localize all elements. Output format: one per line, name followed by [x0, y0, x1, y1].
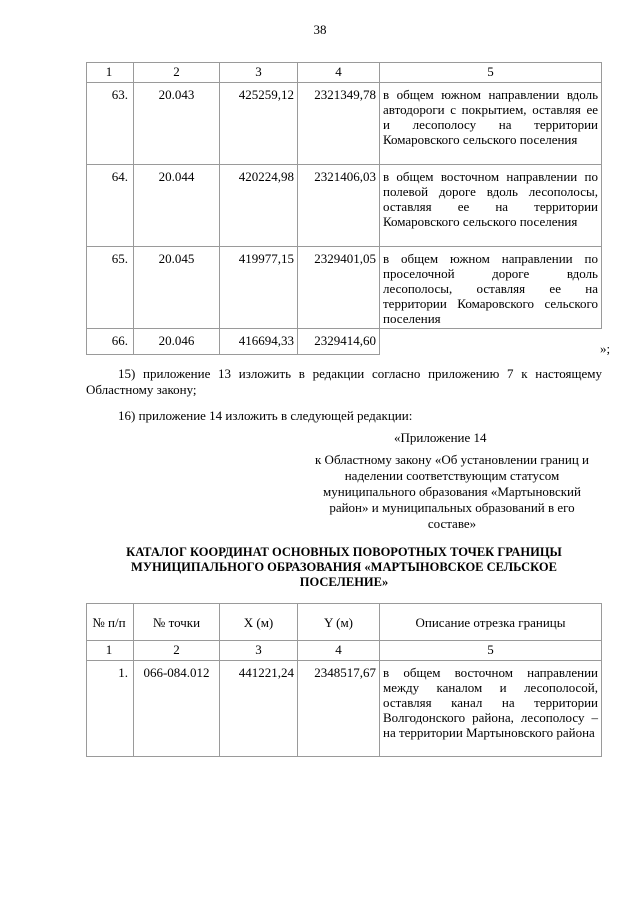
header-cell: Описание отрезка границы [380, 604, 602, 641]
header-cell: Y (м) [298, 604, 380, 641]
table-row [87, 83, 602, 165]
y-coordinate: 2321349,78 [298, 83, 380, 165]
y-coordinate: 2329414,60 [298, 329, 380, 355]
header-cell: 5 [380, 63, 602, 83]
appendix-title: «Приложение 14 [394, 430, 487, 445]
catalog-title: КАТАЛОГ КООРДИНАТ ОСНОВНЫХ ПОВОРОТНЫХ ТОЧЕК ГРАНИЦЫ МУНИЦИПАЛЬНОГО ОБРАЗОВАНИЯ «МАРТЫНОВСКОЕ СЕЛЬСКОЕ ПОСЕЛЕНИЕ» [126, 545, 562, 589]
point-id: 20.044 [134, 165, 220, 247]
y-coordinate: 2321406,03 [298, 165, 380, 247]
x-coordinate: 416694,33 [220, 329, 298, 355]
coordinates-catalog-table [86, 603, 602, 757]
header-cell: № п/п [87, 604, 134, 641]
header-cell: 2 [134, 641, 220, 661]
x-coordinate: 425259,12 [220, 83, 298, 165]
table-row [87, 661, 602, 757]
page-number: 38 [313, 22, 327, 37]
row-number: 66. [87, 329, 134, 355]
appendix-reference: к Областному закону «Об установлении границ и наделении соответствующим статусом муниципального образования «Мартыновский район» и муниципальных образований в его составе» [314, 452, 590, 531]
y-coordinate: 2329401,05 [298, 247, 380, 329]
point-id: 20.046 [134, 329, 220, 355]
coordinates-table-continued [86, 62, 602, 355]
point-id: 20.045 [134, 247, 220, 329]
segment-description: в общем восточном направлении между каналом и лесополосой, оставляя канал на территории Волгодонского района, лесополосу – на территории Мартыновского района [380, 661, 602, 757]
header-cell: 1 [87, 63, 134, 83]
closing-quote: »; [600, 341, 611, 356]
segment-description: в общем южном направлении по проселочной дороге вдоль лесополосы, оставляя ее на территории Комаровского сельского поселения [380, 247, 602, 329]
point-id: 066-084.012 [134, 661, 220, 757]
row-number: 64. [87, 165, 134, 247]
header-cell: 1 [87, 641, 134, 661]
row-number: 65. [87, 247, 134, 329]
header-cell: X (м) [220, 604, 298, 641]
table-header-row [87, 604, 602, 641]
table-row [87, 329, 602, 355]
paragraph-16: 16) приложение 14 изложить в следующей редакции: [118, 408, 413, 423]
x-coordinate: 419977,15 [220, 247, 298, 329]
row-number: 63. [87, 83, 134, 165]
header-cell: 4 [298, 63, 380, 83]
row-number: 1. [87, 661, 134, 757]
x-coordinate: 441221,24 [220, 661, 298, 757]
header-cell: 2 [134, 63, 220, 83]
table-row [87, 165, 602, 247]
paragraph-15: 15) приложение 13 изложить в редакции согласно приложению 7 к настоящему Областному закону; [86, 366, 602, 397]
header-cell: 3 [220, 63, 298, 83]
segment-description: в общем южном направлении вдоль автодороги с покрытием, оставляя ее и лесополосу на территории Комаровского сельского поселения [380, 83, 602, 165]
point-id: 20.043 [134, 83, 220, 165]
header-cell: 5 [380, 641, 602, 661]
segment-description: в общем восточном направлении по полевой дороге вдоль лесополосы, оставляя ее на территории Комаровского сельского поселения [380, 165, 602, 247]
header-cell: 3 [220, 641, 298, 661]
table-column-numbers [87, 63, 602, 83]
y-coordinate: 2348517,67 [298, 661, 380, 757]
segment-description [380, 329, 602, 355]
header-cell: 4 [298, 641, 380, 661]
table-row [87, 247, 602, 329]
header-cell: № точки [134, 604, 220, 641]
x-coordinate: 420224,98 [220, 165, 298, 247]
table-column-numbers [87, 641, 602, 661]
